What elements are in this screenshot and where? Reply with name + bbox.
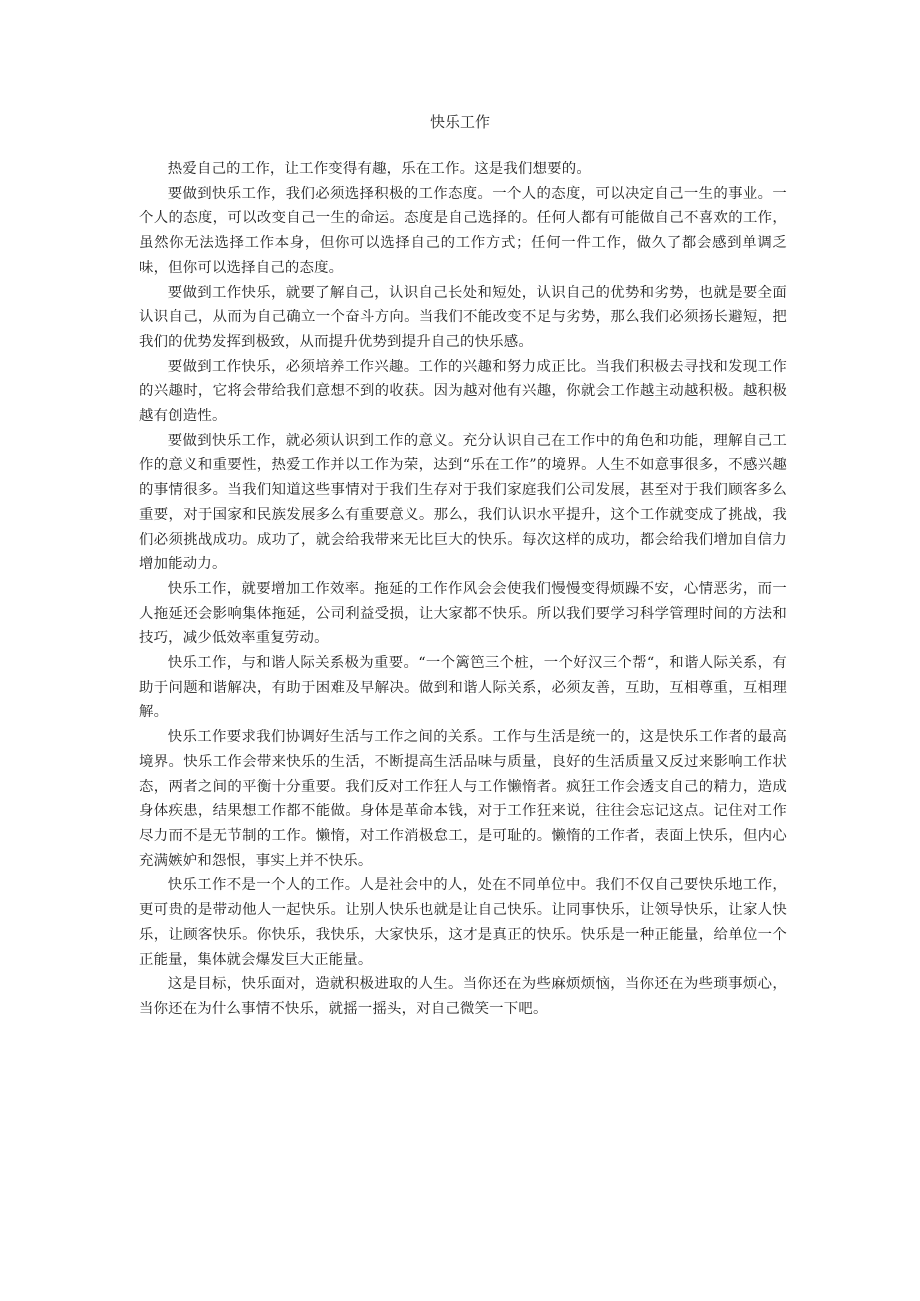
paragraph: 这是目标，快乐面对，造就积极进取的人生。当你还在为些麻烦烦恼，当你还在为些琐事烦心，当你还在为什么事情不快乐，就摇一摇头，对自己微笑一下吧。	[139, 976, 787, 1017]
document-body	[139, 157, 787, 1022]
paragraph: 要做到工作快乐，必须培养工作兴趣。工作的兴趣和努力成正比。当我们积极去寻找和发现工作的兴趣时，它将会带给我们意想不到的收获。因为越对他有兴趣，你就会工作越主动越积极。越积极越有创造性。	[139, 358, 787, 425]
paragraph: 要做到快乐工作，我们必须选择积极的工作态度。一个人的态度，可以决定自己一生的事业。一个人的态度，可以改变自己一生的命运。态度是自己选择的。任何人都有可能做自己不喜欢的工作，虽然你无法选择工作本身，但你可以选择自己的工作方式；任何一件工作，做久了都会感到单调乏味，但你可以选择自己的态度。	[139, 185, 787, 276]
paragraph: 热爱自己的工作，让工作变得有趣，乐在工作。这是我们想要的。	[167, 161, 591, 177]
paragraph: 快乐工作要求我们协调好生活与工作之间的关系。工作与生活是统一的，这是快乐工作者的最高境界。快乐工作会带来快乐的生活，不断提高生活品味与质量，良好的生活质量又反过来影响工作状态，两者之间的平衡十分重要。我们反对工作狂人与工作懒惰者。疯狂工作会透支自己的精力，造成身体疾患，结果想工作都不能做。身体是革命本钱，对于工作狂来说，往往会忘记这点。记住对工作尽力而不是无节制的工作。懒惰，对工作消极怠工，是可耻的。懒惰的工作者，表面上快乐，但内心充满嫉妒和怨恨，事实上并不快乐。	[139, 729, 787, 869]
document-title: 快乐工作	[429, 113, 490, 131]
paragraph: 快乐工作，与和谐人际关系极为重要。“一个篱笆三个桩，一个好汉三个帮“，和谐人际关系，有助于问题和谐解决，有助于困难及早解决。做到和谐人际关系，必须友善，互助，互相尊重，互相理解。	[139, 655, 787, 721]
paragraph: 要做到工作快乐，就要了解自己，认识自己长处和短处，认识自己的优势和劣势，也就是要全面认识自己，从而为自己确立一个奋斗方向。当我们不能改变不足与劣势，那么我们必须扬长避短，把我们的优势发挥到极致，从而提升优势到提升自己的快乐感。	[139, 284, 787, 350]
paragraph: 快乐工作不是一个人的工作。人是社会中的人，处在不同单位中。我们不仅自己要快乐地工作，更可贵的是带动他人一起快乐。让别人快乐也就是让自己快乐。让同事快乐，让领导快乐，让家人快乐，让顾客快乐。你快乐，我快乐，大家快乐，这才是真正的快乐。快乐是一种正能量，给单位一个正能量，集体就会爆发巨大正能量。	[139, 877, 787, 968]
paragraph: 快乐工作，就要增加工作效率。拖延的工作作风会会使我们慢慢变得烦躁不安，心情恶劣，而一人拖延还会影响集体拖延，公司利益受损，让大家都不快乐。所以我们要学习科学管理时间的方法和技巧，减少低效率重复劳动。	[139, 580, 787, 647]
paragraph: 要做到快乐工作，就必须认识到工作的意义。充分认识自己在工作中的角色和功能，理解自己工作的意义和重要性，热爱工作并以工作为荣，达到“乐在工作”的境界。人生不如意事很多，不感兴趣的事情很多。当我们知道这些事情对于我们生存对于我们家庭我们公司发展，甚至对于我们顾客多么重要，对于国家和民族发展多么有重要意义。那么，我们认识水平提升，这个工作就变成了挑战，我们必须挑战成功。成功了，就会给我带来无比巨大的快乐。每次这样的成功，都会给我们增加自信力增加能动力。	[139, 432, 787, 573]
